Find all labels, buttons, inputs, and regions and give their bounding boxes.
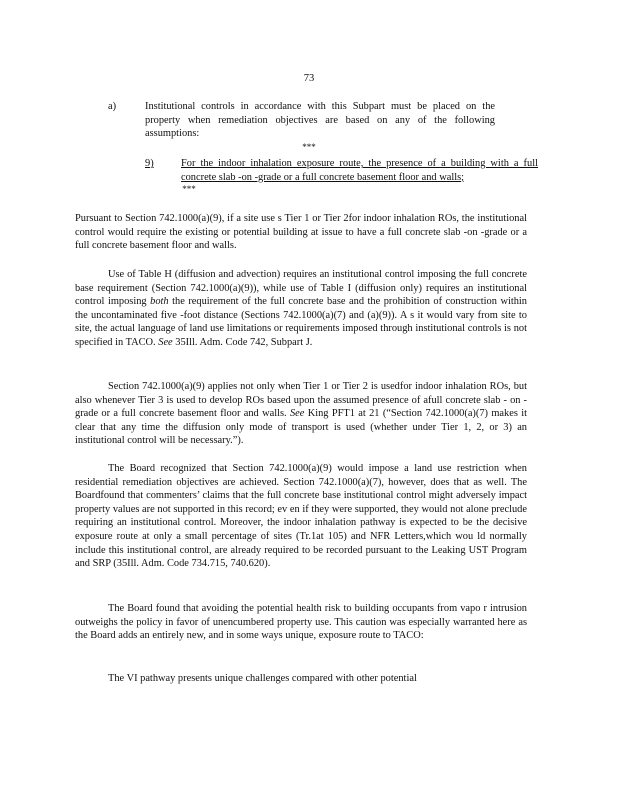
- emphasis-text: both: [150, 296, 169, 308]
- list-marker-a: a): [108, 101, 117, 112]
- paragraph: The Board recognized that Section 742.1000(a)(9) would impose a land use restriction when residential remediation objectives are achieved. Section 742.1000(a)(7), however, does that as well. The Boardfound that commenters’ claims that the full concrete base institutional control might adversely impact property values are not supported in this record; ev en if they were supported, they would not alone preclude requiring an institutional control. Moreover, the indoor inhalation pathway is expected to be the decisive exposure route at only a small percentage of sites (Tr.1at 105) and NFR Letters,which wou ld normally include this institutional control, are already required to be recorded pursuant to the Leaking UST Program and SRP (35Ill. Adm. Code 734.715, 740.620).: [75, 463, 527, 570]
- omission-stars: ***: [182, 184, 196, 194]
- emphasis-text: See: [289, 408, 305, 420]
- emphasis-text: See: [158, 336, 173, 348]
- paragraph-text: King PFT1 at 21 (“Section 742.1000(a)(7) makes it clear that any time the diffusion only mode of transport is used (whether under Tier 1, 2, or 3) an institutional control will be necessary.”).: [75, 408, 527, 447]
- paragraph: The Board found that avoiding the potential health risk to building occupants from vapo r intrusion outweighs the policy in favor of unencumbered property use. This caution was especially warranted here as the Board adds an entirely new, and in some ways unique, exposure route to TACO:: [75, 603, 527, 642]
- list-marker-9: 9): [145, 158, 154, 169]
- paragraph: [75, 380, 527, 448]
- paragraph-text: 35Ill. Adm. Code 742, Subpart J.: [172, 336, 313, 348]
- page-number: 73: [303, 73, 315, 84]
- paragraph-text: Use of Table H (diffusion and advection) requires an institutional control imposing the full concrete base requirement (Section 742.1000(a)(9)), while use of Table I (diffusion only) requires an institutional control imposing: [75, 269, 527, 308]
- paragraph: [75, 268, 527, 350]
- paragraph: Pursuant to Section 742.1000(a)(9), if a site use s Tier 1 or Tier 2for indoor inhalation ROs, the institutional control would require the existing or potential building at issue to have a full concrete slab -on -grade or a full concrete basement floor and walls.: [75, 213, 527, 252]
- block-quote: The VI pathway presents unique challenges compared with other potential: [108, 673, 417, 684]
- paragraph-text: the requirement of the full concrete base and the prohibition of construction within the uncontaminated five -foot distance (Sections 742.1000(a)(7) and (a)(9)). A s it would vary from site to site, the actual language of land use limitations or requirements imposed through institutional controls is not specified in TACO.: [75, 296, 527, 348]
- paragraph-text: Section 742.1000(a)(9) applies not only when Tier 1 or Tier 2 is usedfor indoor inhalation ROs, but also whenever Tier 3 is used to develop ROs based upon the assumed presence of afull concrete slab - on - grade or a full concrete basement floor and walls.: [75, 381, 527, 420]
- omission-stars: ***: [302, 142, 316, 152]
- list-item-a-text: Institutional controls in accordance with this Subpart must be placed on the property when remediation objectives are based on any of the following assumptions:: [145, 101, 495, 140]
- list-item-9-text: For the indoor inhalation exposure route, the presence of a building with a full concrete slab -on -grade or a full concrete basement floor and walls;: [181, 158, 538, 183]
